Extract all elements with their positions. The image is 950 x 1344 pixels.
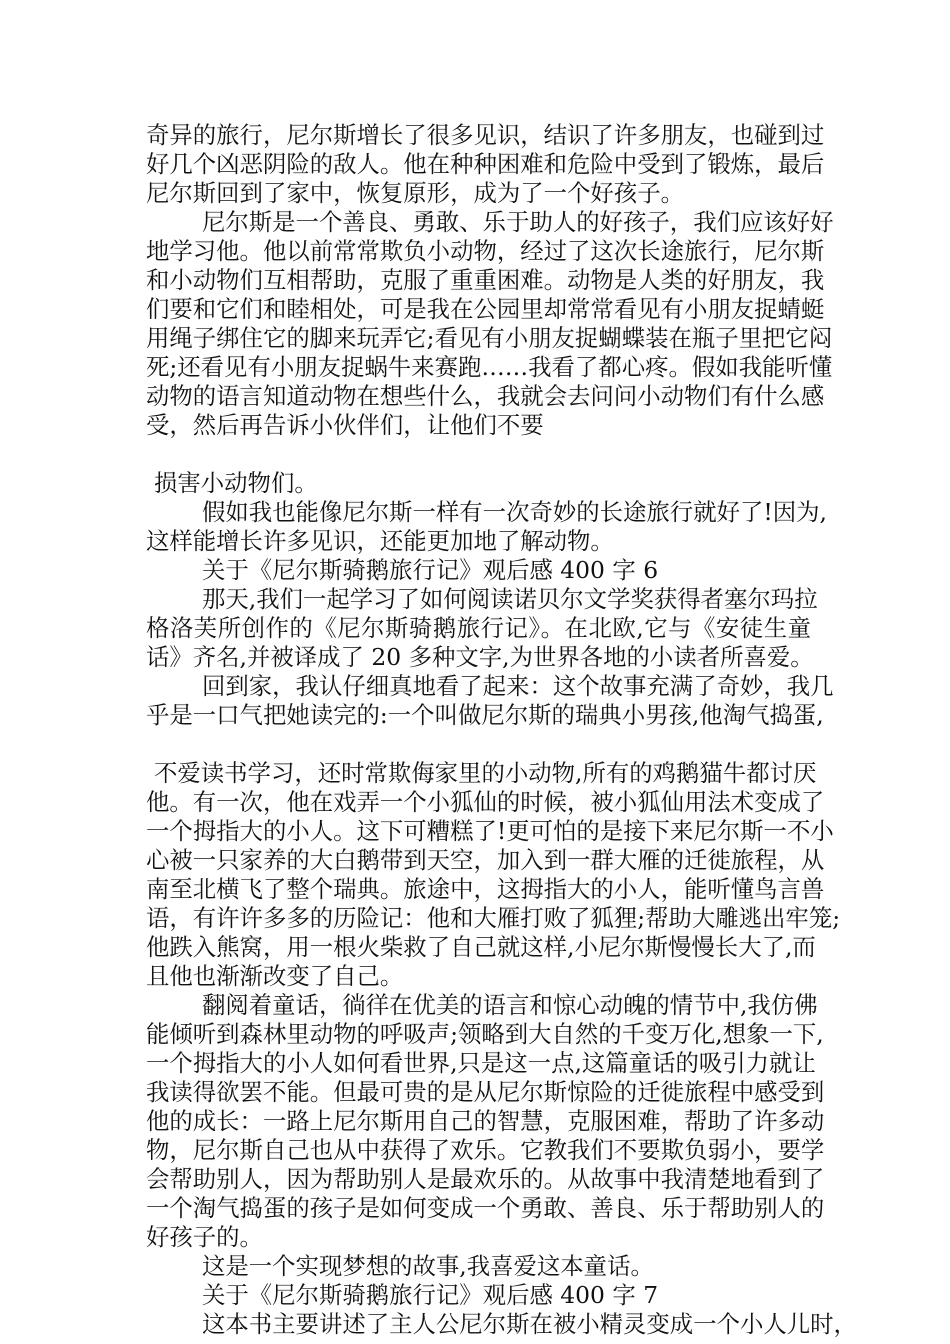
text-line: 尼尔斯回到了家中，恢复原形，成为了一个好孩子。 <box>146 179 684 207</box>
text-line: 他的成长：一路上尼尔斯用自己的智慧，克服困难，帮助了许多动 <box>146 1107 825 1135</box>
text-line: 好孩子的。 <box>146 1223 263 1251</box>
text-line: 心被一只家养的大白鹅带到天空，加入到一群大雁的迁徙旅程，从 <box>146 846 825 874</box>
text-line: 乎是一口气把她读完的:一个叫做尼尔斯的瑞典小男孩,他淘气捣蛋, <box>146 701 824 729</box>
text-line: 翻阅着童话，徜徉在优美的语言和惊心动魄的情节中,我仿佛 <box>202 991 818 1019</box>
text-line: 奇异的旅行，尼尔斯增长了很多见识，结识了许多朋友，也碰到过 <box>146 121 825 149</box>
text-line: 尼尔斯是一个善良、勇敢、乐于助人的好孩子，我们应该好好 <box>202 208 834 236</box>
text-line: 动物的语言知道动物在想些什么，我就会去问问小动物们有什么感 <box>146 382 825 410</box>
text-line: 南至北横飞了整个瑞典。旅途中，这拇指大的小人，能听懂鸟言兽 <box>146 875 825 903</box>
text-line: 好几个凶恶阴险的敌人。他在种种困难和危险中受到了锻炼，最后 <box>146 150 825 178</box>
text-line: 他跌入熊窝，用一根火柴救了自己就这样,小尼尔斯慢慢长大了,而 <box>146 933 816 961</box>
text-line: 假如我也能像尼尔斯一样有一次奇妙的长途旅行就好了!因为, <box>202 498 827 526</box>
text-line: 话》齐名,并被译成了 20 多种文字,为世界各地的小读者所喜爱。 <box>146 643 814 671</box>
section-heading: 关于《尼尔斯骑鹅旅行记》观后感 400 字 6 <box>202 556 659 584</box>
text-line: 格洛芙所创作的《尼尔斯骑鹅旅行记》。在北欧,它与《安徒生童 <box>146 614 811 642</box>
text-line: 这样能增长许多见识，还能更加地了解动物。 <box>146 527 614 555</box>
text-line: 物，尼尔斯自己也从中获得了欢乐。它教我们不要欺负弱小，要学 <box>146 1136 825 1164</box>
text-line: 地学习他。他以前常常欺负小动物，经过了这次长途旅行，尼尔斯 <box>146 237 825 265</box>
text-line: 回到家，我认仔细真地看了起来：这个故事充满了奇妙，我几 <box>202 672 834 700</box>
text-line: 这是一个实现梦想的故事,我喜爱这本童话。 <box>202 1252 654 1280</box>
section-heading: 关于《尼尔斯骑鹅旅行记》观后感 400 字 7 <box>202 1281 659 1309</box>
text-line: 这本书主要讲述了主人公尼尔斯在被小精灵变成一个小人儿时， <box>202 1310 857 1338</box>
text-line: 损害小动物们。 <box>154 469 318 497</box>
text-line: 且他也渐渐改变了自己。 <box>146 962 404 990</box>
text-line: 一个淘气捣蛋的孩子是如何变成一个勇敢、善良、乐于帮助别人的 <box>146 1194 825 1222</box>
text-line: 一个拇指大的小人。这下可糟糕了!更可怕的是接下来尼尔斯一不小 <box>146 817 834 845</box>
text-line: 受，然后再告诉小伙伴们，让他们不要 <box>146 411 544 439</box>
text-line: 语，有许许多多的历险记：他和大雁打败了狐狸;帮助大雕逃出牢笼; <box>146 904 841 932</box>
text-line: 们要和它们和睦相处，可是我在公园里却常常看见有小朋友捉蜻蜓 <box>146 295 825 323</box>
text-line: 那天,我们一起学习了如何阅读诺贝尔文学奖获得者塞尔玛拉 <box>202 585 818 613</box>
text-line: 我读得欲罢不能。但最可贵的是从尼尔斯惊险的迁徙旅程中感受到 <box>146 1078 825 1106</box>
text-line: 能倾听到森林里动物的呼吸声;领略到大自然的千变万化,想象一下, <box>146 1020 824 1048</box>
text-line: 不爱读书学习，还时常欺侮家里的小动物,所有的鸡鹅猫牛都讨厌 <box>154 759 817 787</box>
text-line: 会帮助别人，因为帮助别人是最欢乐的。从故事中我清楚地看到了 <box>146 1165 825 1193</box>
text-line: 和小动物们互相帮助，克服了重重困难。动物是人类的好朋友，我 <box>146 266 825 294</box>
text-line: 他。有一次，他在戏弄一个小狐仙的时候，被小狐仙用法术变成了 <box>146 788 825 816</box>
text-line: 用绳子绑住它的脚来玩弄它;看见有小朋友捉蝴蝶装在瓶子里把它闷 <box>146 324 833 352</box>
text-line: 死;还看见有小朋友捉蜗牛来赛跑……我看了都心疼。假如我能听懂 <box>146 353 833 381</box>
text-line: 一个拇指大的小人如何看世界,只是这一点,这篇童话的吸引力就让 <box>146 1049 816 1077</box>
